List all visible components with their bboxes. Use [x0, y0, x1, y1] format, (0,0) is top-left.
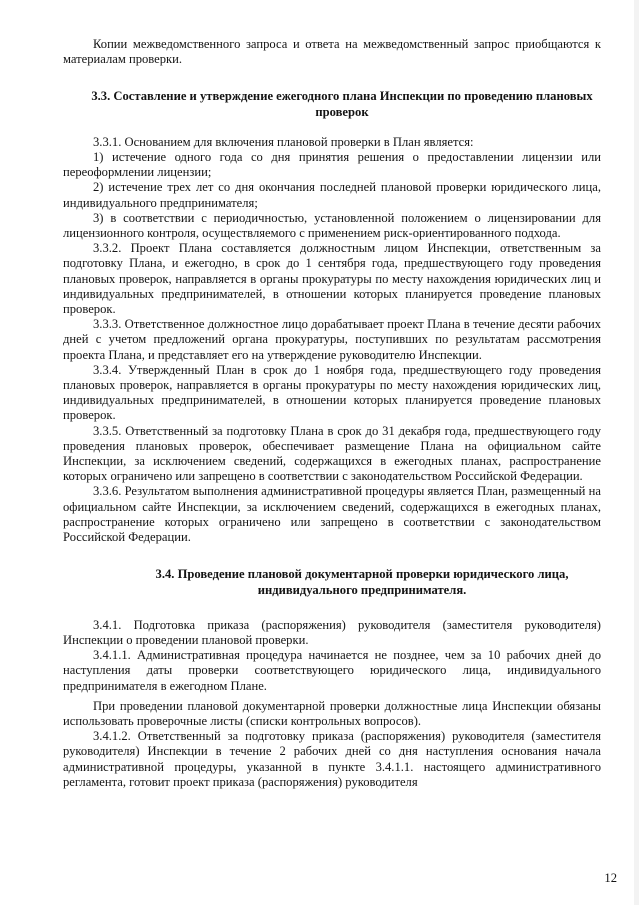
- paragraph: 3.4.1.1. Административная процедура начинается не позднее, чем за 10 рабочих дней до наступления даты проверки соответствующего юридического лица, индивидуального предпринимателя в ежегодном Плане.: [63, 648, 601, 693]
- document-body: [63, 37, 601, 790]
- paragraph: 3.4.1.2. Ответственный за подготовку приказа (распоряжения) руководителя (заместителя руководителя) Инспекции в течение 2 рабочих дней со дня наступления основания начала административной процедуры, указанной в пункте 3.4.1.1. настоящего административного регламента, готовит проект приказа (распоряжения) руководителя: [63, 729, 601, 789]
- list-item: 3) в соответствии с периодичностью, установленной положением о лицензировании для лицензионного контроля, осуществляемого с применением риск-ориентированного подхода.: [63, 210, 601, 241]
- paragraph: 3.3.5. Ответственный за подготовку Плана в срок до 31 декабря года, предшествующего году проведения плановых проверок, обеспечивает размещение Плана на официальном сайте Инспекции, за исключением сведений, содержащихся в ежегодных планах, распространение которых ограничено или запрещено в соответствии с законодательством Российской Федерации.: [63, 423, 601, 484]
- paragraph: При проведении плановой документарной проверки должностные лица Инспекции обязаны использовать проверочные листы (списки контрольных вопросов).: [63, 698, 601, 728]
- paragraph: 3.3.1. Основанием для включения плановой проверки в План является:: [93, 134, 474, 149]
- page-number: 12: [604, 871, 617, 885]
- section-heading-3-4: 3.4. Проведение плановой документарной проверки юридического лица, индивидуального предпринимателя.: [155, 567, 569, 597]
- scan-edge: [634, 0, 639, 905]
- paragraph: 3.3.2. Проект Плана составляется должностным лицом Инспекции, ответственным за подготовку Плана, и ежегодно, в срок до 1 сентября года, предшествующего году проведения плановых проверок, направляется в органы прокуратуры по месту нахождения юридических лиц и индивидуальных предпринимателей, в отношении которых планируется проведение плановых проверок.: [63, 241, 601, 317]
- paragraph: 3.3.4. Утвержденный План в срок до 1 ноября года, предшествующего году проведения плановых проверок, направляется в органы прокуратуры по месту нахождения юридических лиц, индивидуальных предпринимателей, в отношении которых планируется проведение плановых проверок.: [63, 362, 601, 423]
- paragraph: 3.3.3. Ответственное должностное лицо дорабатывает проект Плана в течение десяти рабочих дней с учетом предложений органа прокуратуры, поступивших по результатам рассмотрения проекта Плана, и представляет его на утверждение руководителю Инспекции.: [63, 317, 601, 362]
- paragraph: Копии межведомственного запроса и ответа на межведомственный запрос приобщаются к материалам проверки.: [63, 37, 601, 67]
- section-heading-3-3: 3.3. Составление и утверждение ежегодного плана Инспекции по проведению плановых проверок: [91, 89, 593, 119]
- list-item: 2) истечение трех лет со дня окончания последней плановой проверки юридического лица, индивидуального предпринимателя;: [63, 180, 601, 210]
- list-item: 1) истечение одного года со дня принятия решения о предоставлении лицензии или переоформлении лицензии;: [63, 150, 601, 180]
- paragraph: 3.3.6. Результатом выполнения административной процедуры является План, размещенный на официальном сайте Инспекции, за исключением сведений, содержащихся в ежегодных планах, распространение которых ограничено или запрещено в соответствии с законодательством Российской Федерации.: [63, 484, 601, 545]
- paragraph: 3.4.1. Подготовка приказа (распоряжения) руководителя (заместителя руководителя) Инспекции о проведении плановой проверки.: [63, 617, 601, 647]
